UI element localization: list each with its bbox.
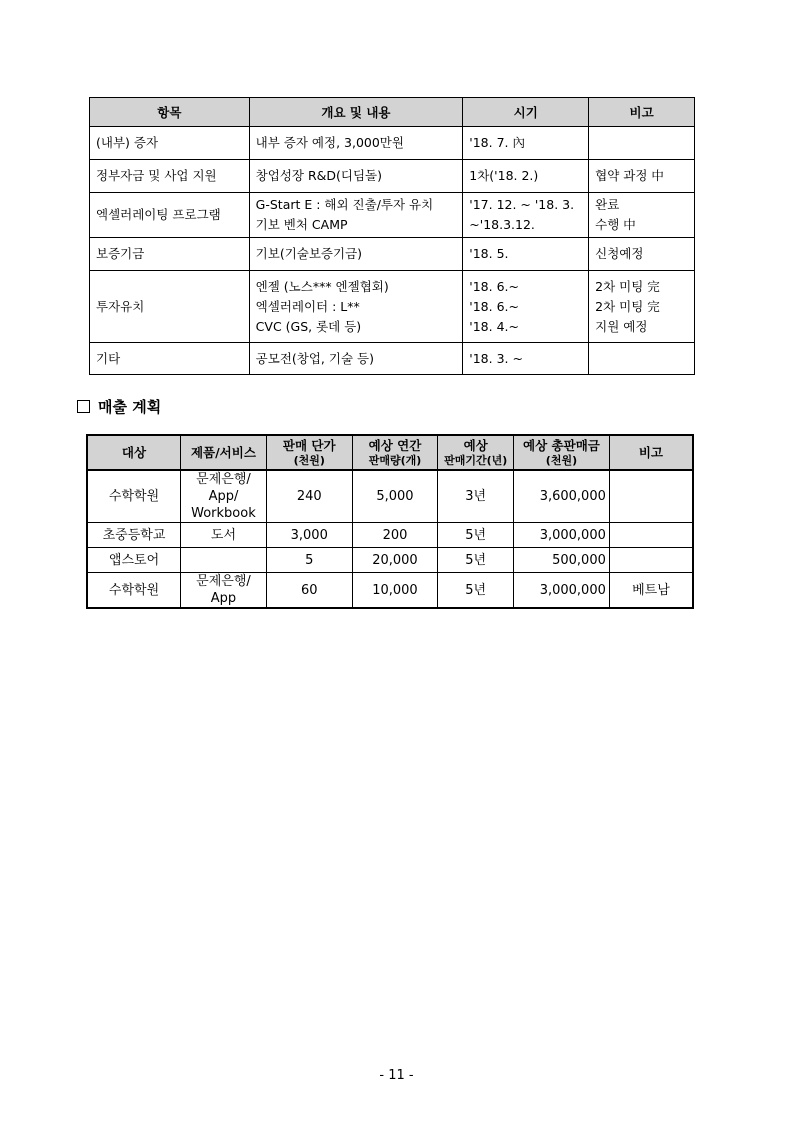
sales-total-cell: 3,000,000 (514, 523, 610, 548)
plan-note-cell-line: 지원 예정 (595, 318, 648, 334)
plan-content-cell-line: CVC (GS, 롯데 등) (255, 318, 362, 334)
plan-note-cell-line: 신청예정 (595, 246, 644, 261)
plan-timing-cell (463, 238, 589, 271)
sales-target-cell: 초중등학교 (87, 523, 181, 548)
plan-timing-cell (463, 127, 589, 160)
plan-content-cell-line: 엑셀러레이터 : L** (255, 298, 360, 314)
plan-item-cell: 정부자금 및 사업 지원 (90, 160, 250, 193)
plan-content-cell (249, 193, 463, 238)
plan-timing-cell-line: '18. 3. ~ (469, 350, 523, 366)
plan-content-cell-line: 엔젤 (노스*** 엔젤협회) (255, 278, 389, 294)
sales-period-cell: 3년 (438, 470, 514, 523)
sales-volume-cell: 10,000 (352, 573, 438, 609)
sales-product-cell-line: 문제은행/ (196, 472, 251, 487)
sales-header-main: 예상 연간 (368, 437, 422, 453)
plan-table-row (90, 271, 695, 343)
plan-note-cell-line: 수행 中 (595, 217, 636, 232)
plan-table-row (90, 343, 695, 375)
sales-header-sub: (천원) (293, 453, 325, 467)
plan-item-cell: 기타 (90, 343, 250, 375)
sales-volume-cell: 5,000 (352, 470, 438, 523)
plan-content-cell (249, 343, 463, 375)
plan-timing-cell-line: '18. 4.~ (469, 318, 519, 334)
sales-table-row (87, 548, 693, 573)
plan-item-cell: 보증기금 (90, 238, 250, 271)
sales-total-cell: 500,000 (514, 548, 610, 573)
sales-price-cell: 60 (266, 573, 352, 609)
plan-content-cell-line: 공모전(창업, 기술 등) (255, 350, 374, 366)
sales-header-cell (352, 435, 438, 470)
sales-total-cell: 3,000,000 (514, 573, 610, 609)
plan-content-cell-line: G-Start E : 해외 진출/투자 유치 (255, 197, 434, 212)
sales-note-cell (609, 523, 693, 548)
sales-header-cell (514, 435, 610, 470)
plan-timing-cell-line: ~'18.3.12. (469, 217, 535, 232)
page-number: - 11 - (379, 1068, 414, 1083)
sales-target-cell: 앱스토어 (87, 548, 181, 573)
plan-content-cell-line: 기보(기술보증기금) (255, 246, 363, 261)
sales-header-cell (87, 435, 181, 470)
sales-header-sub: (천원) (545, 453, 578, 467)
sales-product-cell-line: 도서 (210, 527, 237, 543)
plan-timing-cell (463, 160, 589, 193)
plan-content-cell (249, 271, 463, 343)
sales-period-cell: 5년 (438, 523, 514, 548)
plan-table-header-row (90, 98, 695, 127)
plan-note-cell (589, 343, 695, 375)
sales-plan-heading (77, 396, 161, 417)
header-note: 비고 (589, 98, 695, 127)
sales-price-cell: 5 (266, 548, 352, 573)
plan-timing-cell-line: 1차('18. 2.) (469, 168, 539, 183)
plan-content-cell (249, 127, 463, 160)
plan-timing-cell-line: '17. 12. ~ '18. 3. (469, 197, 575, 212)
plan-timing-cell (463, 271, 589, 343)
sales-header-cell (181, 435, 267, 470)
sales-period-cell: 5년 (438, 573, 514, 609)
header-timing: 시기 (463, 98, 589, 127)
sales-product-cell (181, 573, 267, 609)
sales-table-row (87, 523, 693, 548)
plan-table-row (90, 193, 695, 238)
plan-content-cell (249, 238, 463, 271)
sales-volume-cell: 20,000 (352, 548, 438, 573)
sales-product-cell (181, 548, 267, 573)
sales-product-cell (181, 523, 267, 548)
plan-note-cell-line: 2차 미팅 完 (595, 278, 660, 294)
plan-note-cell (589, 127, 695, 160)
sales-total-cell: 3,600,000 (514, 470, 610, 523)
sales-plan-title: 매출 계획 (98, 398, 162, 416)
sales-product-cell-line: App (210, 591, 237, 606)
sales-header-cell (266, 435, 352, 470)
sales-header-main: 비고 (638, 445, 664, 460)
plan-content-cell-line: 기보 벤처 CAMP (255, 217, 348, 232)
plan-note-cell-line: 2차 미팅 完 (595, 298, 660, 314)
plan-item-cell: 투자유치 (90, 271, 250, 343)
sales-header-cell (609, 435, 693, 470)
plan-content-cell (249, 160, 463, 193)
plan-timing-cell-line: '18. 7. 內 (469, 135, 525, 150)
sales-product-cell-line: 문제은행/ (196, 574, 251, 589)
plan-note-cell (589, 238, 695, 271)
sales-header-main: 제품/서비스 (190, 445, 256, 460)
plan-timing-cell-line: '18. 6.~ (469, 278, 519, 294)
plan-note-cell-line: 협약 과정 中 (595, 168, 664, 183)
sales-product-cell-line: App/ (208, 489, 239, 504)
sales-product-cell (181, 470, 267, 523)
funding-plan-table (89, 97, 695, 375)
sales-table-row (87, 573, 693, 609)
sales-header-main: 예상 총판매금 (523, 437, 600, 453)
plan-timing-cell (463, 193, 589, 238)
plan-note-cell (589, 160, 695, 193)
sales-header-cell (438, 435, 514, 470)
plan-timing-cell-line: '18. 5. (469, 246, 509, 261)
sales-product-cell-line: Workbook (191, 506, 256, 521)
sales-table-header-row (87, 435, 693, 470)
plan-table-row (90, 127, 695, 160)
sales-note-cell: 베트남 (609, 573, 693, 609)
sales-note-cell (609, 548, 693, 573)
sales-price-cell: 240 (266, 470, 352, 523)
sales-period-cell: 5년 (438, 548, 514, 573)
plan-timing-cell-line: '18. 6.~ (469, 298, 519, 314)
sales-header-sub: 판매기간(년) (444, 453, 508, 467)
sales-target-cell: 수학학원 (87, 573, 181, 609)
plan-content-cell-line: 창업성장 R&D(디딤돌) (255, 168, 382, 183)
sales-table-row (87, 470, 693, 523)
sales-header-main: 예상 (463, 437, 488, 453)
sales-header-main: 대상 (121, 445, 147, 460)
plan-note-cell-line: 완료 (595, 197, 620, 212)
sales-header-main: 판매 단가 (282, 437, 336, 453)
plan-item-cell: 엑셀러레이팅 프로그램 (90, 193, 250, 238)
checkbox-square-icon (77, 400, 90, 413)
plan-table-row (90, 160, 695, 193)
sales-header-sub: 판매량(개) (368, 453, 422, 467)
sales-plan-table (86, 434, 694, 609)
plan-item-cell: (내부) 증자 (90, 127, 250, 160)
sales-target-cell: 수학학원 (87, 470, 181, 523)
plan-note-cell (589, 271, 695, 343)
header-content: 개요 및 내용 (249, 98, 463, 127)
sales-volume-cell: 200 (352, 523, 438, 548)
plan-note-cell (589, 193, 695, 238)
plan-timing-cell (463, 343, 589, 375)
sales-note-cell (609, 470, 693, 523)
plan-table-row (90, 238, 695, 271)
plan-content-cell-line: 내부 증자 예정, 3,000만원 (255, 135, 404, 150)
sales-price-cell: 3,000 (266, 523, 352, 548)
header-item: 항목 (90, 98, 250, 127)
